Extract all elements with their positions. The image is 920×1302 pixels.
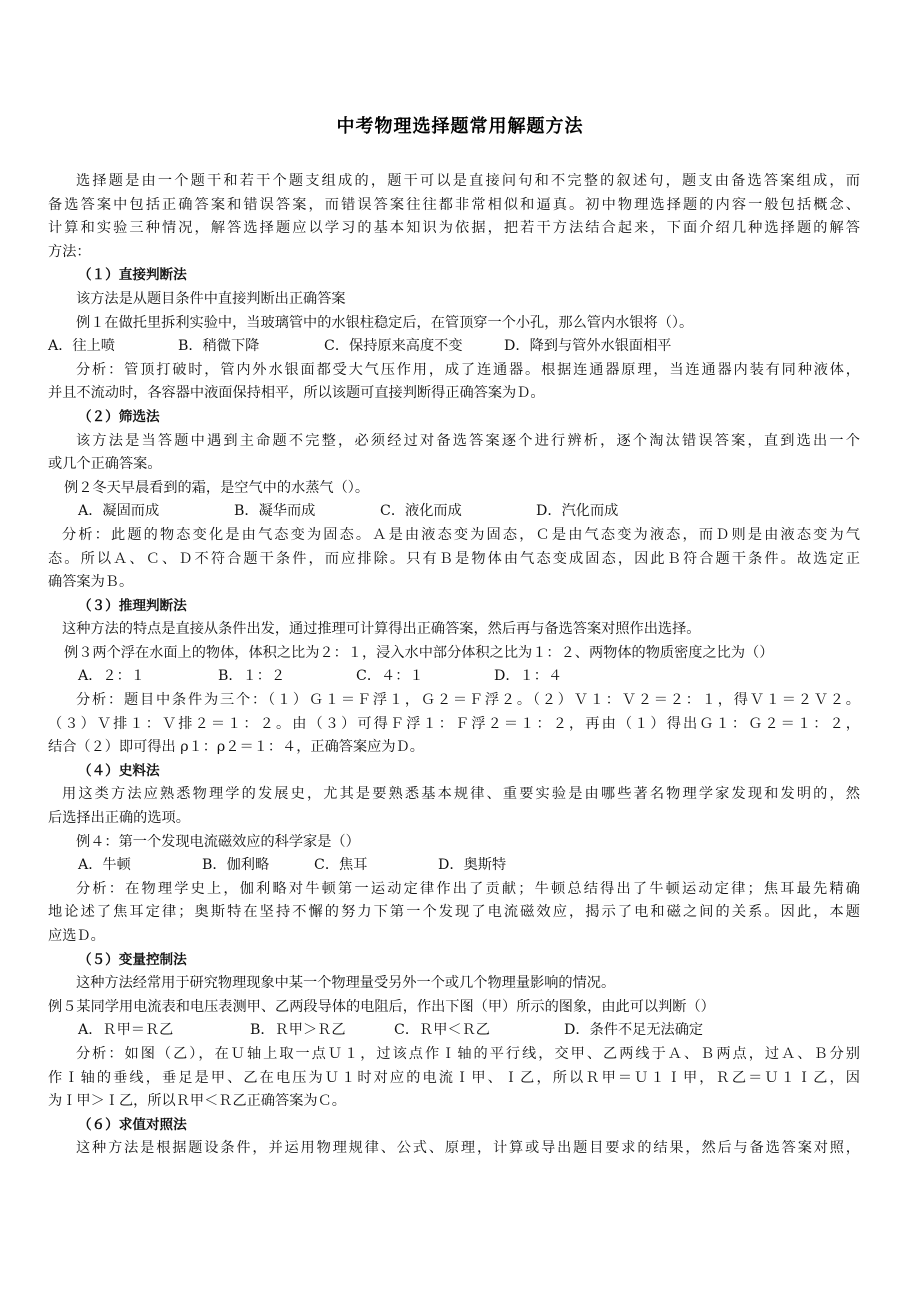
example-question: 例３两个浮在水面上的物体，体积之比为２：１，浸入水中部分体积之比为１：２、两物体的物质密度之比为（） (64, 644, 774, 661)
option-a: A．凝固而成 (78, 503, 160, 520)
analysis-line: 分析：题目中条件为三个：（１）Ｇ１＝Ｆ浮１，Ｇ２＝Ｆ浮２。（２）Ｖ１：Ｖ２＝２：１，得Ｖ１＝２Ｖ２。 (76, 692, 860, 709)
section-description: 该方法是从题目条件中直接判断出正确答案 (76, 290, 346, 307)
section-description: 这种方法经常用于研究物理现象中某一个物理量受另外一个或几个物理量影响的情况。 (76, 975, 616, 992)
section-heading-5: （５）变量控制法 (78, 951, 187, 968)
option-d: D．１：４ (494, 668, 563, 685)
option-a: A．往上喷 (48, 338, 115, 355)
analysis-line: 应选Ｄ。 (48, 928, 105, 944)
analysis-line: 并且不流动时，各容器中液面保持相平，所以该题可直接判断得正确答案为Ｄ。 (48, 385, 545, 402)
section-description: 这种方法的特点是直接从条件出发，通过推理可计算得出正确答案，然后再与备选答案对照作出选择。 (62, 621, 701, 638)
section-description: 这种方法是根据题设条件，并运用物理规律、公式、原理，计算或导出题目要求的结果，然后与备选答案对照， (76, 1140, 860, 1157)
answer-options (48, 854, 860, 878)
option-b: B．稍微下降 (178, 338, 260, 355)
option-c: C．保持原来高度不变 (324, 338, 463, 355)
option-b: B．Ｒ甲＞Ｒ乙 (250, 1022, 346, 1039)
analysis-line: 分析：管顶打破时，管内外水银面都受大气压作用，成了连通器。根据连通器原理，当连通器内装有同种液体， (76, 361, 860, 378)
option-c: C．液化而成 (380, 503, 462, 520)
option-a: A．Ｒ甲＝Ｒ乙 (78, 1022, 174, 1039)
section-heading-4: （４）史料法 (78, 762, 160, 779)
option-d: D．条件不足无法确定 (564, 1022, 704, 1039)
section-heading-2: （２）筛选法 (78, 408, 160, 425)
analysis-line: 为Ｉ甲＞Ｉ乙，所以Ｒ甲＜Ｒ乙正确答案为Ｃ。 (48, 1093, 346, 1110)
intro-line: 备选答案中包括正确答案和错误答案，而错误答案往往都非常相似和逼真。初中物理选择题的内容一般包括概念、 (48, 196, 860, 213)
example-question: 例１在做托里拆利实验中，当玻璃管中的水银柱稳定后，在管顶穿一个小孔，那么管内水银将（）。 (76, 314, 694, 331)
answer-options (48, 1019, 860, 1043)
intro-line: 选择题是由一个题干和若干个题支组成的，题干可以是直接问句和不完整的叙述句，题支由备选答案组成，而 (76, 173, 860, 189)
analysis-line: 分析：如图（乙），在Ｕ轴上取一点Ｕ１，过该点作Ｉ轴的平行线，交甲、乙两线于Ａ、Ｂ两点，过Ａ、Ｂ分别 (76, 1045, 860, 1062)
option-c: C．焦耳 (314, 857, 368, 874)
example-question: 例４：第一个发现电流磁效应的科学家是（） (76, 833, 360, 850)
example-question: 例５某同学用电流表和电压表测甲、乙两段导体的电阻后，作出下图（甲）所示的图象，由此可以判断（） (48, 998, 715, 1015)
option-b: B．凝华而成 (234, 503, 316, 520)
section-description: 用这类方法应熟悉物理学的发展史，尤其是要熟悉基本规律、重要实验是由哪些著名物理学家发现和发明的，然 (62, 786, 860, 803)
intro-line: 计算和实验三种情况，解答选择题应以学习的基本知识为依据，把若干方法结合起来，下面介绍几种选择题的解答 (48, 220, 860, 237)
analysis-line: 结合（２）即可得出 ρ１：ρ２＝１：４，正确答案应为Ｄ。 (48, 739, 424, 756)
option-d: D．奥斯特 (438, 857, 507, 874)
option-c: C．Ｒ甲＜Ｒ乙 (394, 1022, 490, 1039)
section-heading-3: （３）推理判断法 (78, 597, 187, 614)
analysis-line: 分析：此题的物态变化是由气态变为固态。Ａ是由液态变为固态，Ｃ是由气态变为液态，而Ｄ则是由液态变为气 (62, 526, 860, 543)
analysis-line: 态。所以Ａ、Ｃ、Ｄ不符合题干条件，而应排除。只有Ｂ是物体由气态变成固态，因此Ｂ符合题干条件。故选定正 (48, 550, 860, 567)
intro-line: 方法： (48, 243, 91, 260)
option-a: A．牛顿 (78, 857, 131, 874)
analysis-line: （３）Ｖ排１：Ｖ排２＝１：２。由（３）可得Ｆ浮１：Ｆ浮２＝１：２，再由（１）得出Ｇ１：Ｇ２＝１：２， (48, 715, 860, 732)
section-heading-1: （１）直接判断法 (78, 267, 187, 284)
example-question: 例２冬天早晨看到的霜，是空气中的水蒸气（）。 (64, 479, 370, 496)
option-d: D．汽化而成 (536, 503, 619, 520)
option-c: C．４：１ (356, 668, 424, 685)
analysis-line: 确答案为Ｂ。 (48, 574, 134, 591)
document-title: 中考物理选择题常用解题方法 (336, 116, 584, 137)
answer-options (48, 335, 860, 359)
option-b: B．１：２ (218, 668, 286, 685)
section-heading-6: （６）求值对照法 (78, 1116, 187, 1133)
answer-options (48, 665, 860, 689)
section-description: 该方法是当答题中遇到主命题不完整，必须经过对备选答案逐个进行辨析，逐个淘汰错误答案，直到选出一个 (76, 432, 860, 449)
option-d: D．降到与管外水银面相平 (504, 338, 672, 355)
analysis-line: 地论述了焦耳定律；奥斯特在坚持不懈的努力下第一个发现了电流磁效应，揭示了电和磁之间的关系。因此，本题 (48, 904, 860, 921)
option-a: A．２：１ (78, 668, 145, 685)
section-description: 后选择出正确的选项。 (48, 810, 190, 827)
document-body (48, 170, 860, 1161)
section-description: 或几个正确答案。 (48, 456, 162, 473)
option-b: B．伽利略 (202, 857, 270, 874)
analysis-line: 作Ｉ轴的垂线，垂足是甲、乙在电压为Ｕ１时对应的电流Ｉ甲、Ｉ乙，所以Ｒ甲＝Ｕ１Ｉ甲，Ｒ乙＝Ｕ１Ｉ乙，因 (48, 1069, 860, 1086)
answer-options (48, 500, 860, 524)
analysis-line: 分析：在物理学史上，伽利略对牛顿第一运动定律作出了贡献；牛顿总结得出了牛顿运动定律；焦耳最先精确 (76, 880, 860, 897)
